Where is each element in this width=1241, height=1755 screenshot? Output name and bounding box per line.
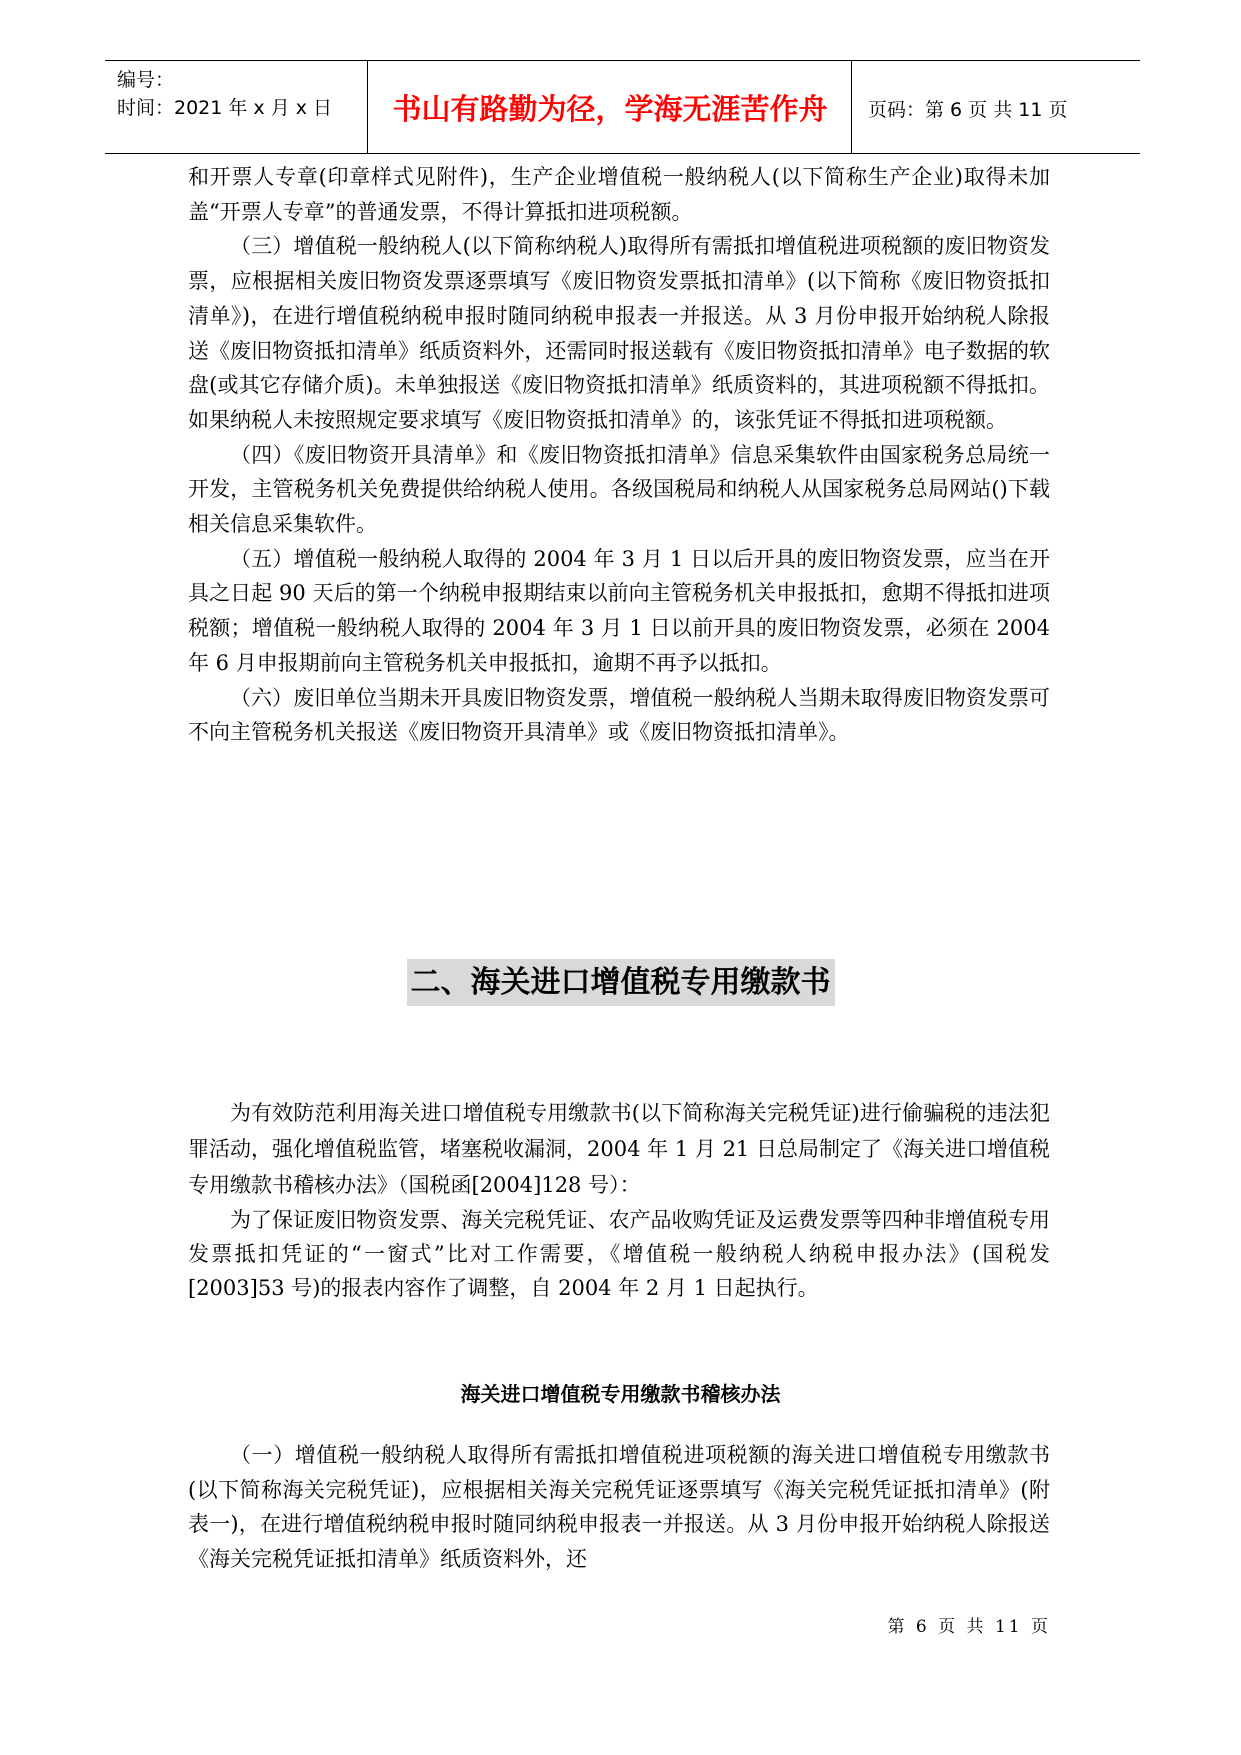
header-motto: 书山有路勤为径，学海无涯苦作舟 [392,92,828,126]
document-number-label: 编号： [117,69,175,91]
paragraph-item-3: （三）增值税一般纳税人(以下简称纳税人)取得所有需抵扣增值税进项税额的废旧物资发票，应根据相关废旧物资发票逐票填写《废旧物资发票抵扣清单》(以下简称《废旧物资抵扣清单》)，在进行增值税纳税申报时随同纳税申报表一并报送。从 3 月份申报开始纳税人除报送《废旧物资抵扣清单》纸质资料外，还需同时报送载有《废旧物资抵扣清单》电子数据的软盘(或其它存储介质)。未单独报送《废旧物资抵扣清单》纸质资料的，其进项税额不得抵扣。如果纳税人未按照规定要求填写《废旧物资抵扣清单》的，该张凭证不得抵扣进项税额。 [188,234,1050,432]
header-motto-cell [369,61,852,153]
section1-body [188,160,1050,750]
section2-list [188,1438,1050,1577]
sub-heading: 海关进口增值税专用缴款书稽核办法 [460,1382,781,1406]
document-time-label: 时间：2021 年 x 月 x 日 [117,97,333,119]
header-info-cell [105,61,368,153]
header-page-number: 页码：第 6 页 共 11 页 [868,99,1068,121]
page-footer: 第 6 页 共 11 页 [887,1617,1051,1637]
paragraph-continued: 和开票人专章(印章样式见附件)，生产企业增值税一般纳税人(以下简称生产企业)取得未加盖“开票人专章”的普通发票，不得计算抵扣进项税额。 [188,165,1050,224]
paragraph-report-change: 为了保证废旧物资发票、海关完税凭证、农产品收购凭证及运费发票等四种非增值税专用发票抵扣凭证的“一窗式”比对工作需要，《增值税一般纳税人纳税申报办法》(国税发[2003]53 号)的报表内容作了调整，自 2004 年 2 月 1 日起执行。 [188,1208,1050,1300]
section-heading [0,957,1241,1001]
page-header [105,60,1140,154]
section-heading-text: 二、海关进口增值税专用缴款书 [407,959,835,1006]
paragraph-item-5: （五）增值税一般纳税人取得的 2004 年 3 月 1 日以后开具的废旧物资发票，应当在开具之日起 90 天后的第一个纳税申报期结束以前向主管税务机关申报抵扣，愈期不得抵扣进项税额；增值税一般纳税人取得的 2004 年 3 月 1 日以前开具的废旧物资发票，必须在 2004 年 6 月申报期前向主管税务机关申报抵扣，逾期不再予以抵扣。 [188,546,1050,675]
paragraph-item-1: （一）增值税一般纳税人取得所有需抵扣增值税进项税额的海关进口增值税专用缴款书(以下简称海关完税凭证)，应根据相关海关完税凭证逐票填写《海关完税凭证抵扣清单》(附表一)，在进行增值税纳税申报时随同纳税申报表一并报送。从 3 月份申报开始纳税人除报送《海关完税凭证抵扣清单》纸质资料外，还 [188,1443,1050,1572]
paragraph-item-6: （六）废旧单位当期未开具废旧物资发票，增值税一般纳税人当期未取得废旧物资发票可不向主管税务机关报送《废旧物资开具清单》或《废旧物资抵扣清单》。 [188,685,1050,745]
paragraph-item-4: （四）《废旧物资开具清单》和《废旧物资抵扣清单》信息采集软件由国家税务总局统一开发，主管税务机关免费提供给纳税人使用。各级国税局和纳税人从国家税务总局网站()下载相关信息采集软件。 [188,442,1050,537]
paragraph-intro: 为有效防范利用海关进口增值税专用缴款书(以下简称海关完税凭证)进行偷骗税的违法犯罪活动，强化增值税监管，堵塞税收漏洞，2004 年 1 月 21 日总局制定了《海关进口增值税专用缴款书稽核办法》（国税函[2004]128 号）： [188,1101,1050,1197]
header-page-cell [854,61,1140,153]
section2-body [188,1095,1050,1305]
